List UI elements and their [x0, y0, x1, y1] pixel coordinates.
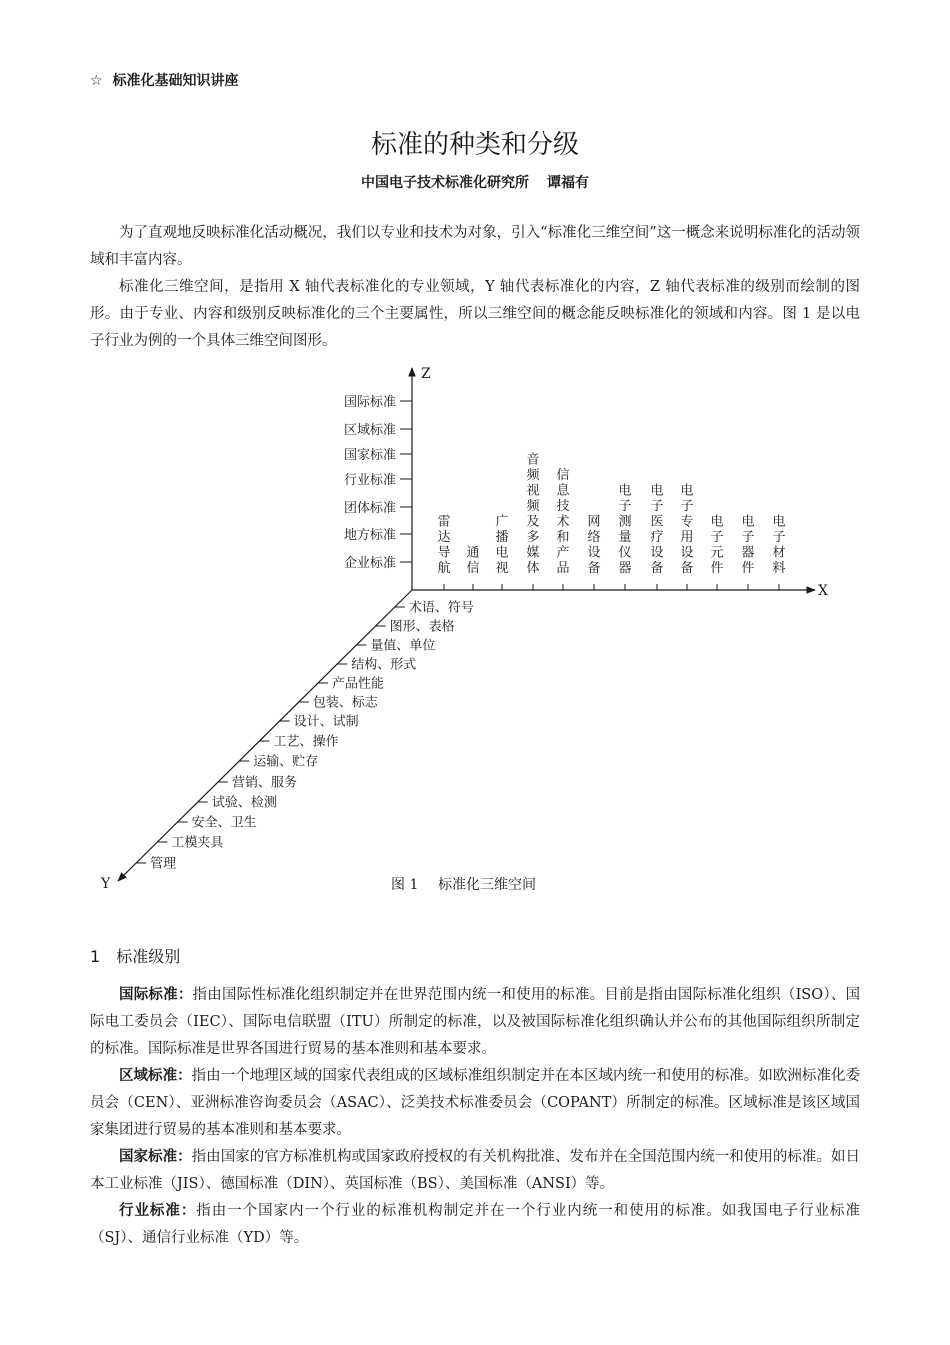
section-number: 1: [90, 947, 101, 966]
figure-caption-number: 图 1: [391, 877, 419, 893]
y-content-label: 试验、检测: [211, 795, 277, 811]
figure-caption-text: 标准化三维空间: [438, 877, 536, 893]
definition-international: [90, 982, 860, 1063]
y-axis-label: Y: [101, 876, 111, 892]
x-field-label: 雷达导航: [437, 514, 451, 576]
intro-paragraph-1: 为了直观地反映标准化活动概况，我们以专业和技术为对象，引入“标准化三维空间”这一概念来说明标准化的活动领域和丰富内容。: [90, 225, 860, 268]
y-content-label: 产品性能: [332, 676, 385, 692]
y-content-label: 工艺、操作: [273, 734, 339, 750]
y-axis-line: [118, 590, 412, 881]
y-content-label: 设计、试制: [293, 714, 359, 730]
z-level-label: 企业标准: [343, 556, 396, 571]
x-field-label: 电子器件: [741, 514, 755, 576]
definition-text: 指由一个地理区域的国家代表组成的区域标准组织制定并在本区域内统一和使用的标准。如欧洲标准化委员会（CEN）、亚洲标准咨询委员会（ASAC）、泛美技术标准委员会（COPANT）所制定的标准。区域标准是该区域国家集团进行贸易的基本准则和基本要求。: [90, 1068, 861, 1138]
x-field-label: 通信: [466, 545, 480, 576]
x-field-label: 信息技术和产品: [556, 468, 570, 576]
definition-national: [90, 1144, 860, 1198]
definition-text: 指由国际性标准化组织制定并在世界范围内统一和使用的标准。目前是指由国际标准化组织（ISO）、国际电工委员会（IEC）、国际电信联盟（ITU）所制定的标准，以及被国际标准化组织确认并公布的其他国际组织所制定的标准。国际标准是世界各国进行贸易的基本准则和基本要求。: [90, 987, 861, 1057]
section-heading: [90, 944, 180, 967]
x-axis-label: X: [818, 583, 828, 599]
intro-paragraph-2: 标准化三维空间，是指用 X 轴代表标准化的专业领域，Y 轴代表标准化的内容，Z 轴代表标准的级别而绘制的图形。由于专业、内容和级别反映标准化的三个主要属性，所以三维空间的概念能反映标准化的领域和内容。图 1 是以电子行业为例的一个具体三维空间图形。: [90, 279, 860, 349]
y-content-label: 运输、贮存: [253, 754, 319, 770]
z-level-label: 国际标准: [343, 395, 396, 410]
y-content-label: 量值、单位: [370, 638, 436, 654]
series-title: 标准化基础知识讲座: [112, 73, 239, 89]
z-level-label: 团体标准: [343, 501, 396, 516]
definition-text: 指由一个国家内一个行业的标准机构制定并在一个行业内统一和使用的标准。如我国电子行业标准（SJ）、通信行业标准（YD）等。: [90, 1203, 861, 1246]
z-level-label: 行业标准: [343, 473, 396, 488]
x-field-label: 电子测量仪器: [618, 483, 632, 576]
definition-term: 行业标准：: [119, 1203, 197, 1219]
series-header: [90, 70, 239, 90]
x-field-label: 电子元件: [710, 514, 724, 576]
y-content-label: 术语、符号: [408, 600, 474, 616]
three-dimensional-diagram: [0, 360, 950, 900]
x-field-label: 音频视频及多媒体: [526, 452, 540, 576]
definition-term: 国家标准：: [119, 1149, 192, 1165]
x-field-label: 电子医疗设备: [650, 483, 664, 576]
y-content-label: 安全、卫生: [191, 815, 257, 831]
definition-term: 国际标准：: [119, 987, 193, 1003]
z-level-label: 区域标准: [343, 423, 396, 438]
definition-text: 指由国家的官方标准机构或国家政府授权的有关机构批准、发布并在全国范围内统一和使用的标准。如日本工业标准（JIS）、德国标准（DIN）、英国标准（BS）、美国标准（ANSI）等。: [90, 1149, 861, 1192]
x-field-label: 网络设备: [587, 514, 601, 576]
y-content-label: 结构、形式: [351, 657, 417, 673]
definition-term: 区域标准：: [119, 1068, 192, 1084]
definition-industry: [90, 1198, 860, 1252]
y-content-label: 图形、表格: [389, 619, 455, 635]
x-field-label: 广播电视: [495, 514, 509, 576]
y-content-label: 管理: [150, 856, 177, 872]
author-name: 谭福有: [547, 175, 589, 191]
x-field-label: 电子材料: [772, 514, 786, 576]
author-line: [0, 172, 950, 192]
section-title: 标准级别: [116, 947, 181, 966]
z-level-label: 地方标准: [343, 528, 396, 543]
y-content-label: 工模夹具: [171, 835, 224, 851]
y-content-label: 营销、服务: [232, 775, 298, 791]
star-icon: ☆: [90, 73, 103, 89]
x-field-label: 电子专用设备: [680, 483, 694, 576]
z-level-label: 国家标准: [343, 448, 396, 463]
y-content-label: 包装、标志: [312, 695, 378, 711]
definition-regional: [90, 1063, 860, 1144]
article-title: 标准的种类和分级: [370, 130, 579, 160]
author-affiliation: 中国电子技术标准化研究所: [361, 175, 529, 191]
z-axis-label: Z: [421, 366, 431, 382]
